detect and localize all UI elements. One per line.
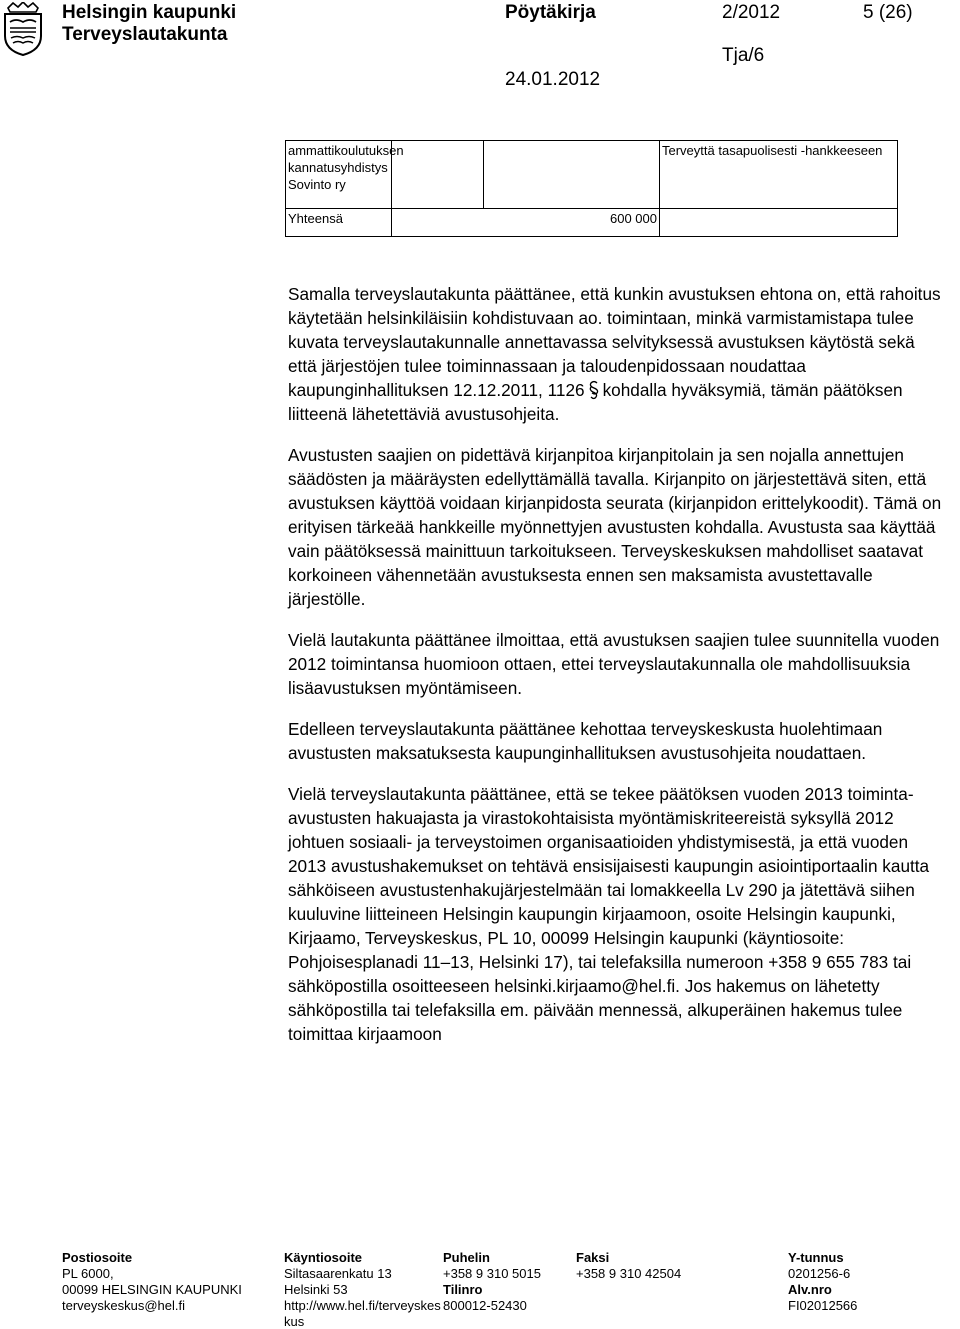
footer-heading: Käyntiosoite [284, 1250, 363, 1265]
footer-phone [443, 1250, 541, 1314]
board-name: Terveyslautakunta [62, 24, 228, 45]
footer-heading: Faksi [576, 1250, 610, 1265]
paragraph: Vielä lautakunta päättänee ilmoittaa, että avustuksen saajien tulee suunnitella vuoden 2012 toimintansa huomioon ottaen, ettei terveyslautakunnalla ole mahdollisuuksia lisäavustuksen myöntämiseen. [288, 630, 940, 698]
footer-fax [576, 1250, 681, 1282]
footer-visit [284, 1250, 442, 1329]
grant-table [285, 140, 898, 237]
paragraph: Edelleen terveyslautakunta päättänee kehottaa terveyskeskusta huolehtimaan avustusten maksatuksesta kaupunginhallituksen avustusohjeita noudattaen. [288, 719, 883, 763]
paragraph: Vielä terveyslautakunta päättänee, että se tekee päätöksen vuoden 2013 toiminta-avustusten hakuajasta ja virastokohtaisista myöntämiskriteereistä syksyllä 2012 johtuen sosiaali- ja terveystoimen organisaatioiden yhdistymisestä, ja että vuoden 2013 avustushakemukset on tehtävä ensisijaisesti kaupungin asiointiportaalin kautta sähköiseen avustustenhakujärjestelmään tai lomakkeella Lv 290 ja jätettävä siihen kuuluvine liitteineen Helsingin kaupungin kirjaamoon, osoite Helsingin kaupunki, Kirjaamo, Terveyskeskus, PL 10, 00099 Helsingin kaupunki (käyntiosoite: Pohjoisesplanadi 11–13, Helsinki 17), tai telefaksilla numeroon +358 9 655 783 tai sähköpostilla osoitteeseen helsinki.kirjaamo@hel.fi. Jos hakemus on lähetetty sähköpostilla tai telefaksilla em. päivään mennessä, alkuperäinen hakemus tulee toimittaa kirjaamoon [288, 784, 930, 1044]
footer-heading: Postiosoite [62, 1250, 133, 1265]
table-cell-total-value: 600 000 [392, 209, 660, 237]
case-ref: Tja/6 [722, 45, 765, 66]
table-cell-total-label: Yhteensä [286, 209, 392, 237]
paragraph-text: Samalla terveyslautakunta päättänee, että kunkin avustuksen ehtona on, että rahoitus käytetään helsinkiläisiin kohdistuvaan ao. toimintaan, minkä varmistamistapa tulee kuvata terveyslautakunnalle annettavassa selvityksessä avustuksen käytöstä sekä että järjestöjen tulee toiminnassaan ja taloudenpidossaan noudattaa kaupunginhallituksen 12.12.2011, 1126 [288, 284, 941, 400]
footer-line: PL 6000, [62, 1266, 114, 1281]
org-name: Helsingin kaupunki [62, 2, 237, 23]
table-row [286, 141, 898, 209]
paragraph: Avustusten saajien on pidettävä kirjanpitoa kirjanpitolain ja sen nojalla annettujen säädösten ja määräysten edellyttämällä tavalla. Kirjanpito on järjestettävä siten, että avustuksen käyttöä voidaan kirjanpidosta seurata (kirjanpidon erittelykoodit). Tämä on erityisen tärkeää hankkeille myönnettyjen avustusten kohdalla. Avustusta saa käyttää vain päätöksessä mainittuun tarkoitukseen. Terveyskeskuksen mahdolliset saatavat korkoineen vähennetään avustuksesta ennen sen maksamista avustettavalle järjestölle. [288, 445, 942, 609]
footer-ytunnus [788, 1250, 857, 1314]
footer-line: 800012-52430 [443, 1298, 527, 1313]
table-cell-purpose: Terveyttä tasapuolisesti -hankkeeseen [660, 141, 898, 209]
footer-line: 00099 HELSINGIN KAUPUNKI [62, 1282, 242, 1297]
page-number: 5 (26) [863, 2, 913, 23]
footer-heading: Y-tunnus [788, 1250, 844, 1265]
footer-heading: Tilinro [443, 1282, 483, 1297]
section-sign-icon [588, 380, 600, 400]
footer-line: Siltasaarenkatu 13 [284, 1266, 392, 1281]
table-row [286, 209, 898, 237]
helsinki-crest-icon [2, 2, 44, 56]
footer-line: Helsinki 53 [284, 1282, 348, 1297]
paragraph-text: kohdalla hyväksymiä, tämän päätöksen liitteenä lähetettäviä avustusohjeita. [288, 380, 903, 424]
table-cell-org: ammattikoulutuksen kannatusyhdistys Sovinto ry [286, 141, 392, 209]
doc-type: Pöytäkirja [505, 2, 596, 23]
footer-line: 0201256-6 [788, 1266, 851, 1281]
table-cell [484, 141, 660, 209]
table-cell [392, 141, 484, 209]
paragraph [288, 282, 948, 426]
doc-number: 2/2012 [722, 2, 781, 23]
footer-email: terveyskeskus@hel.fi [62, 1298, 186, 1313]
footer-postal [62, 1250, 242, 1314]
footer-line: +358 9 310 42504 [576, 1266, 682, 1281]
footer-website: http://www.hel.fi/terveyskeskus [284, 1298, 441, 1329]
table-cell [660, 209, 898, 237]
footer-heading: Puhelin [443, 1250, 490, 1265]
footer-line: FI02012566 [788, 1298, 858, 1313]
meeting-date: 24.01.2012 [505, 69, 601, 90]
footer-heading: Alv.nro [788, 1282, 832, 1297]
footer-line: +358 9 310 5015 [443, 1266, 541, 1281]
decision-text [288, 282, 948, 1046]
